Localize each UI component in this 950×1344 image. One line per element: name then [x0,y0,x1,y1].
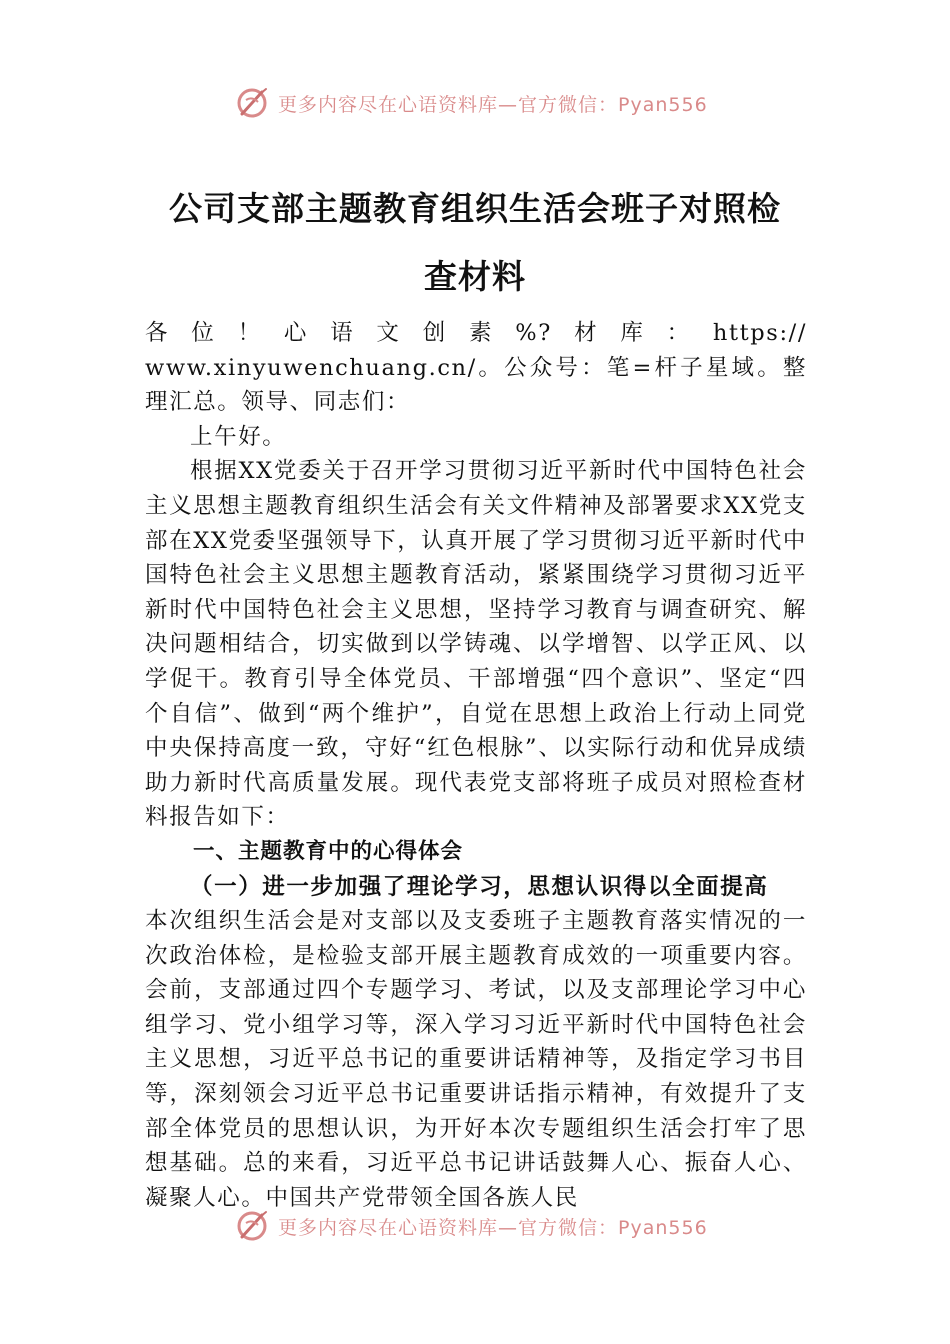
paragraph-background: 根据XX党委关于召开学习贯彻习近平新时代中国特色社会主义思想主题教育组织生活会有关文件精神及部署要求XX党支部在XX党委坚强领导下，认真开展了学习贯彻习近平新时代中国特色社会主义思想主题教育活动，紧紧围绕学习贯彻习近平新时代中国特色社会主义思想，坚持学习教育与调查研究、解决问题相结合，切实做到以学铸魂、以学增智、以学正风、以学促干。教育引导全体党员、干部增强“四个意识”、坚定“四个自信”、做到“两个维护”，自觉在思想上政治上行动上同党中央保持高度一致，守好“红色根脉”、以实际行动和优异成绩助力新时代高质量发展。现代表党支部将班子成员对照检查材料报告如下： [145,458,807,831]
document-title-line-2: 查材料 [424,257,526,296]
watermark-text: 更多内容尽在心语资料库—官方微信：Pyan556 [278,1216,708,1239]
paragraph-body: 本次组织生活会是对支部以及支委班子主题教育落实情况的一次政治体检，是检验支部开展主题教育成效的一项重要内容。会前，支部通过四个专题学习、考试，以及支部理论学习中心组学习、党小组学习等，深入学习习近平新时代中国特色社会主义思想，习近平总书记的重要讲话精神等，及指定学习书目等，深刻领会习近平总书记重要讲话指示精神，有效提升了支部全体党员的思想认识，为开好本次专题组织生活会打牢了思想基础。总的来看，习近平总书记讲话鼓舞人心、振奋人心、凝聚人心。中国共产党带领全国各族人民 [145,908,807,1211]
section-heading-1: 一、主题教育中的心得体会 [193,838,464,864]
watermark-text: 更多内容尽在心语资料库—官方微信：Pyan556 [278,93,708,116]
watermark-footer [236,1206,756,1246]
paragraph-greeting: 上午好。 [190,423,287,450]
paragraph-intro-line1: 各位！心语文创素%?材库：https:// [145,320,807,346]
subsection-heading-1: （一）进一步加强了理论学习，思想认识得以全面提高 [190,873,769,900]
pen-swirl-logo-icon [236,86,270,120]
watermark-header [236,83,756,123]
pen-swirl-logo-icon [236,1209,270,1243]
document-body [145,316,807,1215]
document-title-line-1: 公司支部主题教育组织生活会班子对照检 [169,189,781,228]
paragraph-intro: www.xinyuwenchuang.cn/。公众号：笔=杆子星域。整理汇总。领导、同志们： [145,354,807,416]
